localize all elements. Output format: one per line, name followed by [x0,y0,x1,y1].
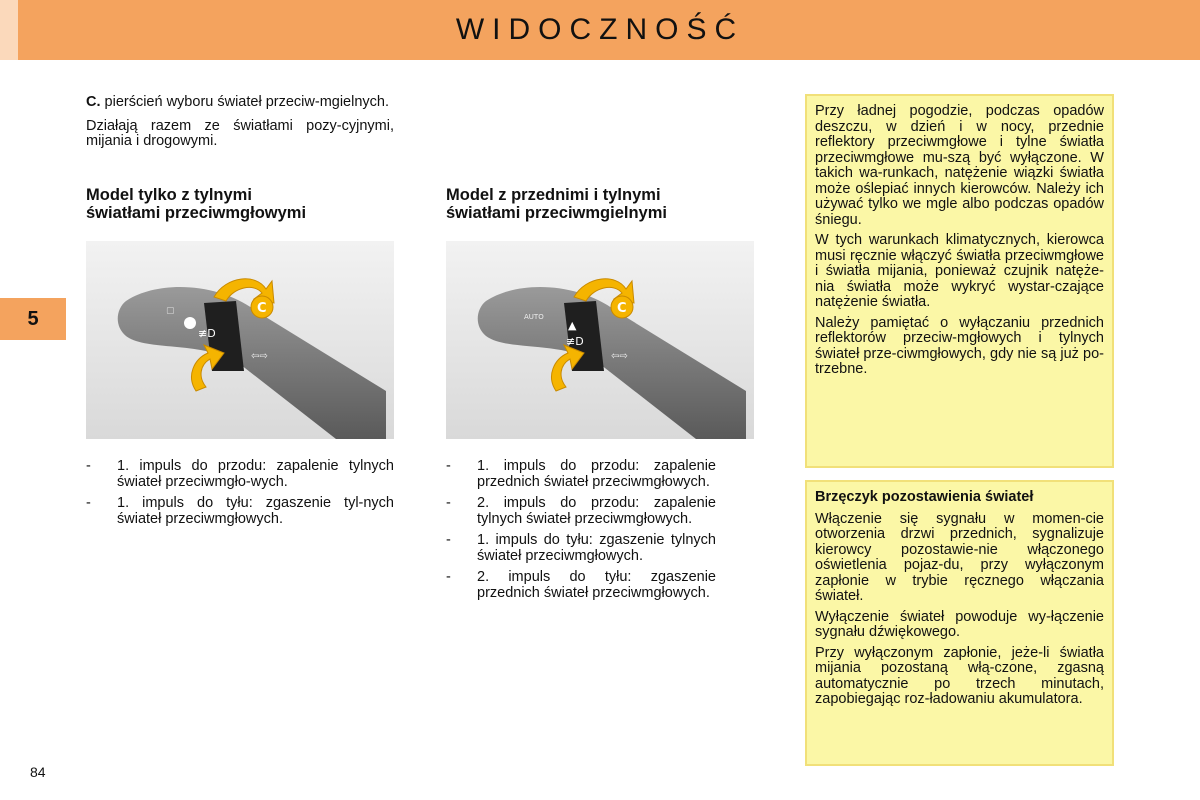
right-heading-line1: Model z przednimi i tylnymi [446,186,661,204]
page-number: 84 [30,764,46,780]
note-paragraph: Należy pamiętać o wyłączaniu przednich reflektorów przeciw-mgłowych i tylnych świateł prze-ciwmgłowych, gdy nie są już po-trzebne. [815,314,1104,377]
left-bullet-list-wrapper [86,459,394,533]
left-heading-line2: światłami przeciwmgłowymi [86,204,307,222]
left-heading-line1: Model tylko z tylnymi [86,186,252,204]
list-item: - 1. impuls do tyłu: zgaszenie tylnych świateł przeciwmgłowych. [446,532,716,564]
note-paragraph: Przy ładnej pogodzie, podczas opadów deszczu, w dzień i w nocy, przednie reflektory przeciwmgłowe i tylne światła przeciwmgłowe mu-szą być wyłączone. W takich wa-runkach, natężenie wiązki światła może oślepiać innych kierowców. Należy ich używać tylko we mgle albo podczas opadów śniegu. [815,103,1104,228]
intro-paragraph: Działają razem ze światłami pozy-cyjnymi, mijania i drogowymi. [86,117,394,149]
left-heading [86,186,406,222]
auto-label: AUTO [524,313,544,321]
right-stalk-photo [446,241,754,439]
page-header [0,0,1200,60]
note-paragraph: Wyłączenie świateł powoduje wy-łączenie sygnału dźwiękowego. [815,608,1104,640]
right-bullet-list-wrapper [446,459,716,607]
list-item: - 2. impuls do przodu: zapalenie tylnych świateł przeciwmgłowych. [446,495,716,527]
right-heading-line2: światłami przeciwmgielnymi [446,204,667,222]
list-item: - 1. impuls do tyłu: zgaszenie tyl-nych świateł przeciwmgłowych. [86,495,394,527]
c-marker-label: C [617,301,627,316]
indicator-symbol-icon: ⇦⇨ [251,351,268,362]
indicator-symbol-icon: ⇦⇨ [611,351,628,362]
note-paragraph: W tych warunkach klimatycznych, kierowca musi ręcznie włączyć światła przeciwmgłowe i światła mijania, ponieważ czujnik natęże-nia światła może wykryć wystar-czające natężenie światła. [815,232,1104,310]
intro-c-paragraph [86,95,394,111]
list-item: - 2. impuls do tyłu: zgaszenie przednich świateł przeciwmgłowych. [446,569,716,601]
left-stalk-illustration [86,241,394,439]
right-stalk-illustration [446,241,754,439]
right-bullet-list [446,459,716,601]
list-item: - 1. impuls do przodu: zapalenie przednich świateł przeciwmgłowych. [446,458,716,490]
fog-light-symbol-icon: ▲ [568,319,577,332]
fog-light-symbol-icon: ≢D [566,335,584,348]
right-heading [446,186,766,222]
fog-light-warning-note [805,94,1114,468]
c-marker-label: C [257,301,267,316]
intro-section [86,95,394,158]
c-label: C. [86,94,101,110]
chapter-tab: 5 [0,298,66,340]
note-paragraph: Włączenie się sygnału w momen-cie otworzenia drzwi przednich, sygnalizuje kierowcy pozostawie-nie włączonego oświetlenia pojaz-du, przy wyłączonym zapłonie w trybie ręcznego włączania świateł. [815,510,1104,604]
left-stalk-photo [86,241,394,439]
page-title: WIDOCZNOŚĆ [455,13,745,46]
lights-buzzer-note [805,480,1114,766]
note-title: Brzęczyk pozostawienia świateł [815,489,1034,505]
dot-indicator [184,317,196,329]
headlight-symbol-icon: ▢ [166,306,175,316]
fog-light-symbol-icon: ≢D [198,327,216,340]
left-bullet-list [86,459,394,527]
list-item: - 1. impuls do przodu: zapalenie tylnych świateł przeciwmgło-wych. [86,458,394,490]
note-paragraph: Przy wyłączonym zapłonie, jeże-li światła mijania pozostaną włą-czone, zgasną automatycznie po trzech minutach, zapobiegając roz-ładowaniu akumulatora. [815,644,1104,707]
c-text: pierścień wyboru świateł przeciw-mgielnych. [104,94,389,110]
